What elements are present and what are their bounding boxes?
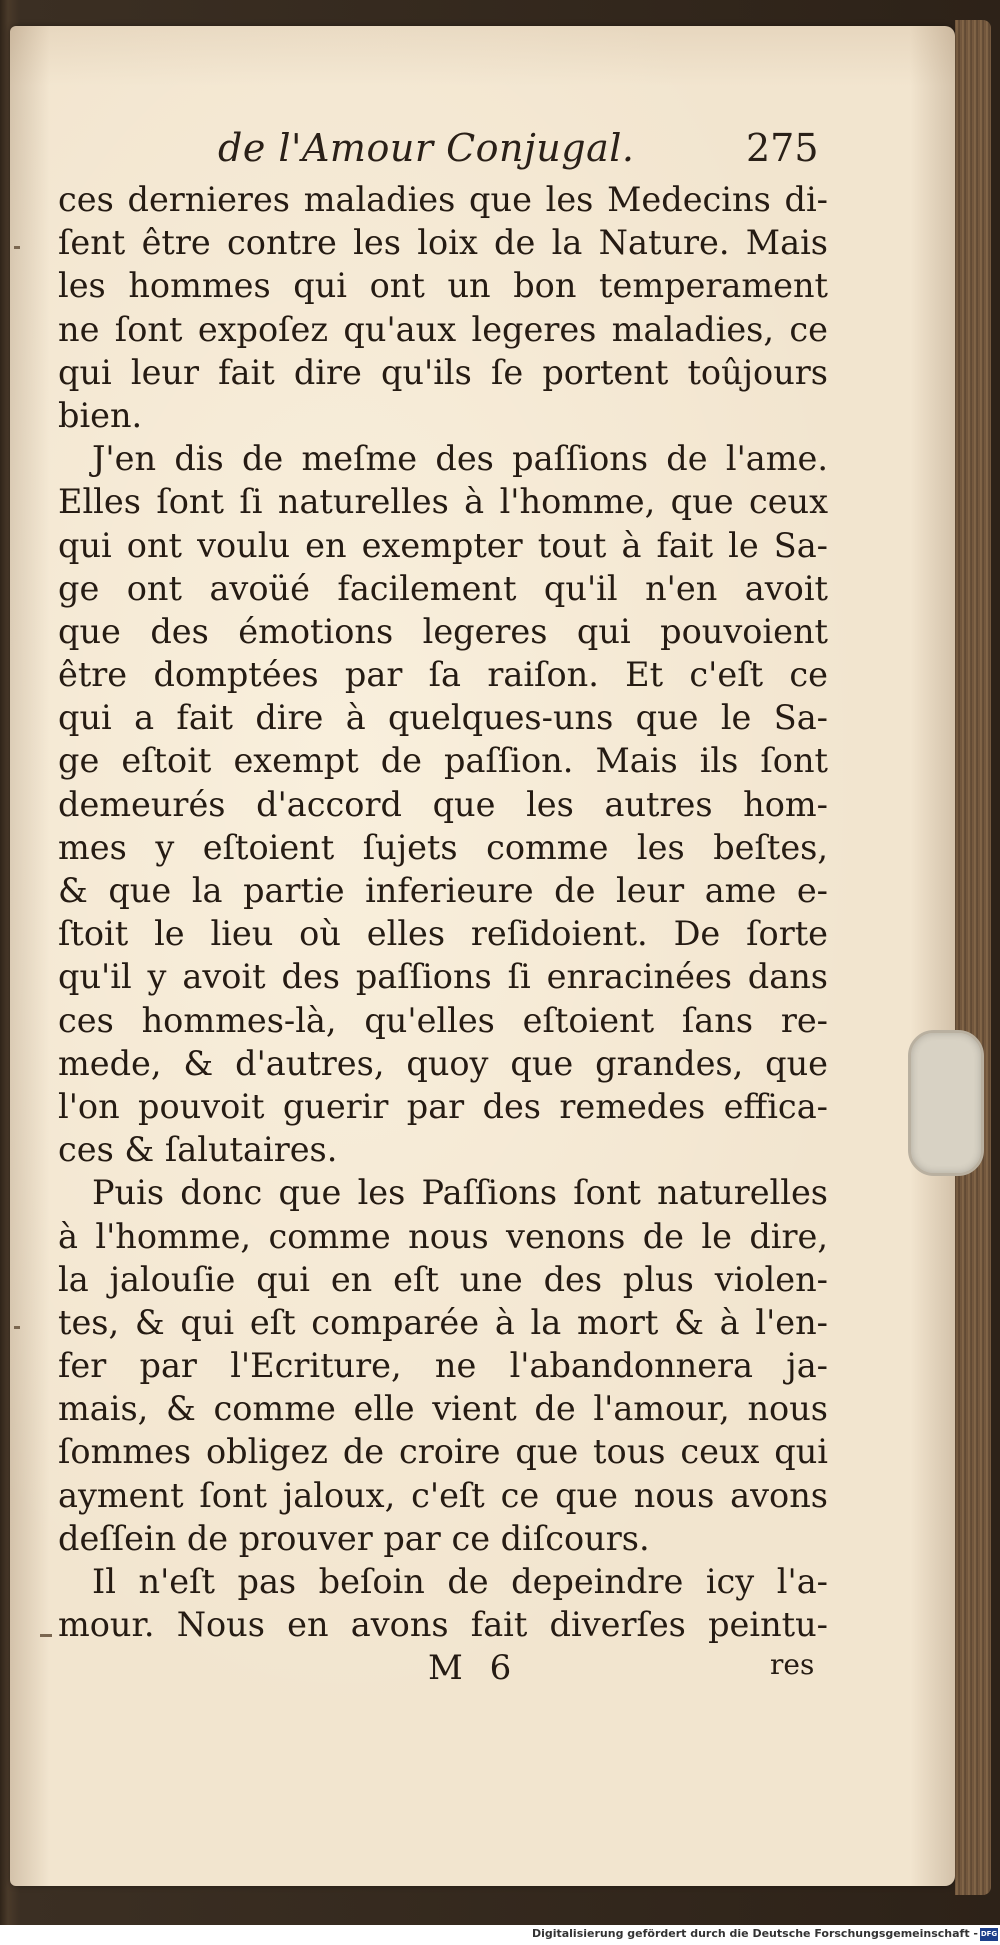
text-line: tes, & qui eſt comparée à la mort & à l'en- — [58, 1302, 828, 1342]
text-line: l'on pouvoit guerir par des remedes effica- — [58, 1086, 828, 1126]
text-line: qui leur fait dire qu'ils ſe portent toûjours — [58, 352, 828, 392]
text-line: ſtoit le lieu où elles reſidoient. De ſorte — [58, 914, 828, 954]
page-tab-clip — [908, 1030, 984, 1176]
text-line: ayment ſont jaloux, c'eſt ce que nous avons — [58, 1475, 828, 1515]
page-header — [0, 126, 1000, 176]
running-head: de l'Amour Conjugal. — [218, 126, 635, 170]
page-number: 275 — [746, 126, 819, 170]
text-line: mes y eſtoient ſujets comme les beſtes, — [58, 827, 828, 867]
text-line: ne ſont expoſez qu'aux legeres maladies, ce — [58, 309, 828, 349]
text-line: être domptées par ſa raiſon. Et c'eſt ce — [58, 655, 828, 695]
text-line: mais, & comme elle vient de l'amour, nous — [58, 1389, 828, 1429]
text-line: Il n'eſt pas beſoin de depeindre icy l'a- — [92, 1562, 828, 1601]
text-line: & que la partie inferieure de leur ame e- — [58, 871, 828, 910]
text-line: ces hommes-là, qu'elles eſtoient ſans re- — [58, 1000, 828, 1040]
page-footer — [0, 1648, 1000, 1692]
text-line: qu'il y avoit des paſſions ſi enracinées dans — [58, 957, 828, 997]
text-line: ces dernieres maladies que les Medecins di- — [58, 180, 828, 219]
text-line: bien. — [58, 395, 143, 435]
text-line: ge eſtoit exempt de paſſion. Mais ils ſont — [58, 741, 828, 781]
margin-mark — [14, 246, 20, 249]
margin-mark — [40, 1634, 52, 1637]
text-line: la jalouſie qui en eſt une des plus violen- — [58, 1259, 828, 1299]
book-fore-edge — [955, 20, 991, 1895]
text-line: mour. Nous en avons fait diverſes peintu- — [58, 1605, 828, 1645]
text-line: à l'homme, comme nous venons de le dire, — [58, 1216, 828, 1256]
credit-text: Digitalisierung gefördert durch die Deutsche Forschungsgemeinschaft - — [531, 1927, 978, 1940]
text-line: qui a fait dire à quelques-uns que le Sa- — [58, 698, 828, 738]
text-line: Puis donc que les Paſſions ſont naturelles — [92, 1173, 828, 1213]
text-line: Elles ſont ſi naturelles à l'homme, que ceux — [58, 482, 828, 522]
credit-bar — [0, 1925, 1000, 1945]
text-line: fer par l'Ecriture, ne l'abandonnera ja- — [58, 1346, 828, 1386]
text-line: qui ont voulu en exempter tout à fait le Sa- — [58, 525, 828, 565]
catchword: res — [770, 1648, 815, 1681]
signature-mark: M 6 — [428, 1648, 520, 1688]
text-line: ces & ſalutaires. — [58, 1130, 338, 1170]
text-line: mede, & d'autres, quoy que grandes, que — [58, 1043, 828, 1083]
text-line: les hommes qui ont un bon temperament — [58, 266, 828, 306]
text-line: demeurés d'accord que les autres hom- — [58, 784, 828, 824]
body-text — [58, 178, 828, 1646]
text-line: J'en dis de meſme des paſſions de l'ame. — [92, 439, 828, 479]
text-line: deſſein de prouver par ce diſcours. — [58, 1518, 650, 1558]
text-line: ſommes obligez de croire que tous ceux qui — [58, 1432, 828, 1472]
text-line: ſent être contre les loix de la Nature. Mais — [58, 223, 828, 263]
margin-mark — [14, 1326, 20, 1329]
dfg-logo: DFG — [980, 1928, 998, 1941]
text-line: ge ont avoüé facilement qu'il n'en avoit — [58, 568, 828, 608]
text-line: que des émotions legeres qui pouvoient — [58, 611, 828, 651]
